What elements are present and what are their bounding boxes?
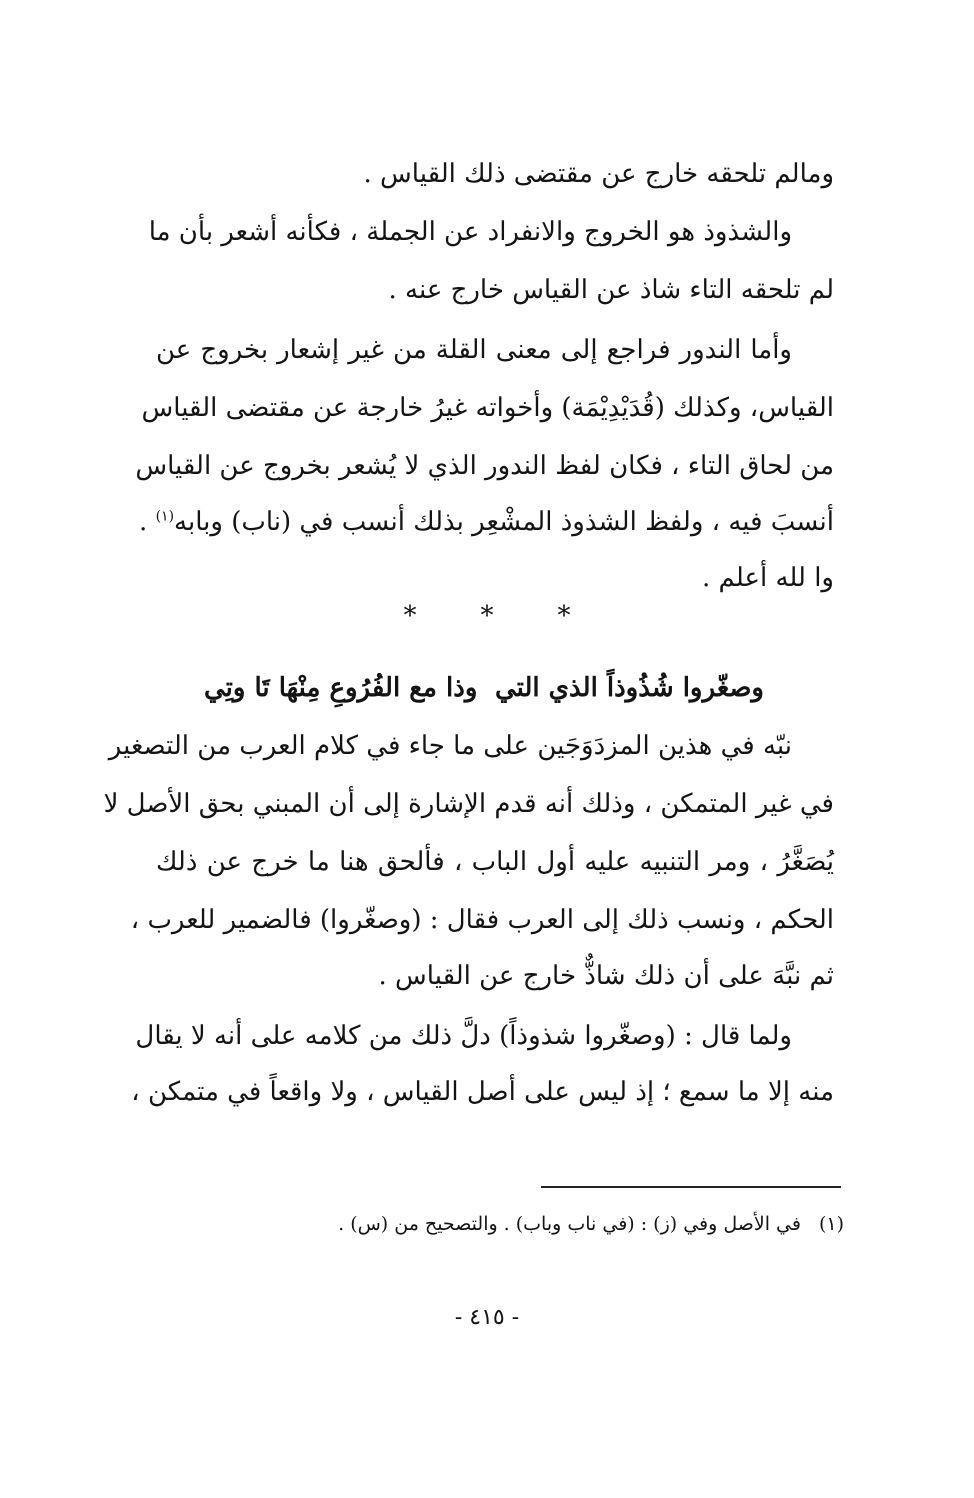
separator-star: * — [403, 601, 417, 631]
separator-star: * — [480, 601, 494, 631]
text-line: القياس، وكذلك (قُدَيْدِيْمَة) وأخواته غيرُ خارجة عن مقتضى القياس — [141, 393, 834, 423]
text-line: ومالم تلحقه خارج عن مقتضى ذلك القياس . — [363, 159, 834, 189]
text-line: من لحاق التاء ، فكان لفظ الندور الذي لا يُشعر بخروج عن القياس — [135, 451, 834, 481]
text-line: ثم نبَّهَ على أن ذلك شاذٌّ خارج عن القياس . — [378, 961, 834, 991]
text-segment: . — [139, 507, 156, 537]
footnote-mark: (١) — [818, 1213, 844, 1235]
footnote — [338, 1208, 844, 1240]
text-line-with-footnote-ref — [139, 494, 834, 550]
section-separator — [0, 596, 974, 636]
text-line: وا لله أعلم . — [702, 563, 834, 593]
footnote-divider — [541, 1186, 841, 1188]
text-line: يُصَغَّرُ ، ومر التنبيه عليه أول الباب ، فألحق هنا ما خرج عن ذلك — [156, 847, 834, 877]
text-line: ولما قال : (وصغّروا شذوذاً) دلَّ ذلك من كلامه على أنه لا يقال — [135, 1021, 792, 1051]
text-line: والشذوذ هو الخروج والانفراد عن الجملة ، فكأنه أشعر بأن ما — [148, 217, 792, 247]
text-line: لم تلحقه التاء شاذ عن القياس خارج عنه . — [388, 275, 834, 305]
verse-second-hemistich: وذا مع الفُرُوعِ مِنْهَا تَا وتِي — [204, 673, 478, 703]
verse-first-hemistich: وصغّروا شُذُوذاً الذي التي — [494, 673, 764, 703]
separator-star: * — [557, 601, 571, 631]
poem-verse — [204, 660, 764, 716]
footnote-reference[interactable]: (١) — [155, 508, 175, 525]
text-line: في غير المتمكن ، وذلك أنه قدم الإشارة إلى أن المبني بحق الأصل لا — [103, 789, 834, 819]
text-line: منه إلا ما سمع ؛ إذ ليس على أصل القياس ، ولا واقعاً في متمكن ، — [131, 1077, 834, 1107]
page-number: - ٤١٥ - — [454, 1305, 520, 1330]
footnote-text: في الأصل وفي (ز) : (في ناب وباب) . والتصحيح من (س) . — [338, 1213, 801, 1235]
text-line: نبّه في هذين المزدَوَجَين على ما جاء في كلام العرب من التصغير — [108, 731, 792, 761]
text-line: وأما الندور فراجع إلى معنى القلة من غير إشعار بخروج عن — [156, 335, 792, 365]
text-line: الحكم ، ونسب ذلك إلى العرب فقال : (وصغّروا) فالضمير للعرب ، — [130, 905, 834, 935]
text-segment: أنسبَ فيه ، ولفظ الشذوذ المشْعِر بذلك أنسب في (ناب) وبابه — [174, 507, 834, 537]
